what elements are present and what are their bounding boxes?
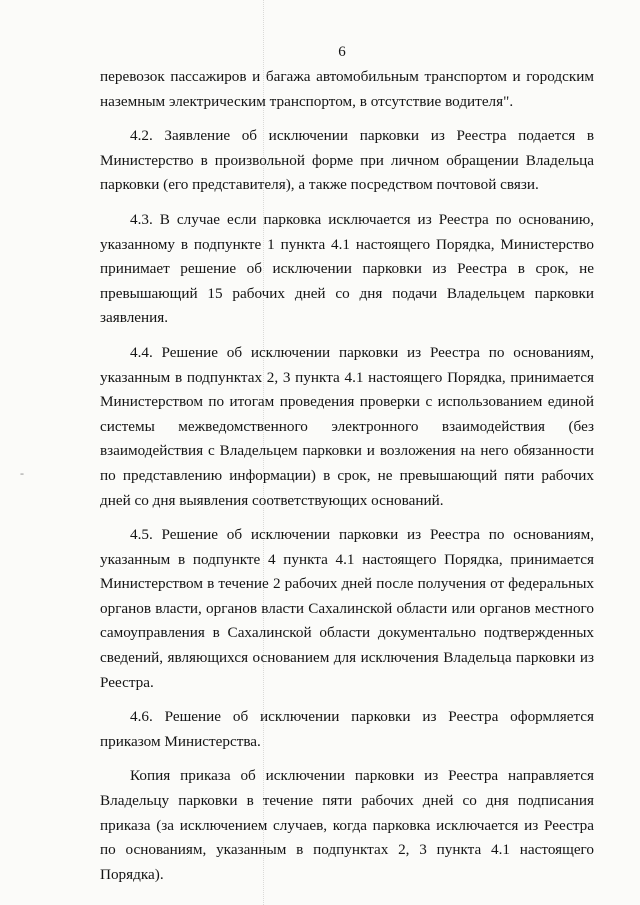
paragraph-4-2: 4.2. Заявление об исключении парковки из Реестра подается в Министерство в произвольной форме при личном обращении Владельца парковки (его представителя), а также посредством почтовой связи. [100, 127, 594, 194]
margin-mark: - [20, 466, 24, 480]
paragraph-copy-of-order: Копия приказа об исключении парковки из Реестра направляется Владельцу парковки в течение пяти рабочих дней со дня подписания приказа (за исключением случаев, когда парковка исключается из Реестра по основаниям, указанным в подпунктах 2, 3 пункта 4.1 настоящего Порядка). [100, 767, 594, 883]
paragraph-continuation: перевозок пассажиров и багажа автомобильным транспортом и городским наземным электрическим транспортом, в отсутствие водителя". [100, 68, 594, 110]
paragraph-4-5: 4.5. Решение об исключении парковки из Реестра по основаниям, указанным в подпункте 4 пункта 4.1 настоящего Порядка, принимается Министерством в течение 2 рабочих дней после получения от федеральных органов власти, органов власти Сахалинской области или органов местного самоуправления в Сахалинской области документально подтвержденных сведений, являющихся основанием для исключения Владельца парковки из Реестра. [100, 526, 594, 691]
paragraph-4-6: 4.6. Решение об исключении парковки из Реестра оформляется приказом Министерства. [100, 708, 594, 750]
paragraph-4-4: 4.4. Решение об исключении парковки из Реестра по основаниям, указанным в подпунктах 2, 3 пункта 4.1 настоящего Порядка, принимается Министерством по итогам проведения проверки с использованием единой системы межведомственного электронного взаимодействия (без взаимодействия с Владельцем парковки и возложения на него обязанности по представлению информации) в срок, не превышающий пяти рабочих дней со дня выявления соответствующих оснований. [100, 343, 594, 509]
paragraph-4-3: 4.3. В случае если парковка исключается из Реестра по основанию, указанному в подпункте 1 пункта 4.1 настоящего Порядка, Министерство принимает решение об исключении парковки из Реестра в срок, не превышающий 15 рабочих дней со дня подачи Владельцем парковки заявления. [100, 210, 594, 327]
document-body [100, 65, 594, 891]
page-number: 6 [338, 44, 346, 60]
